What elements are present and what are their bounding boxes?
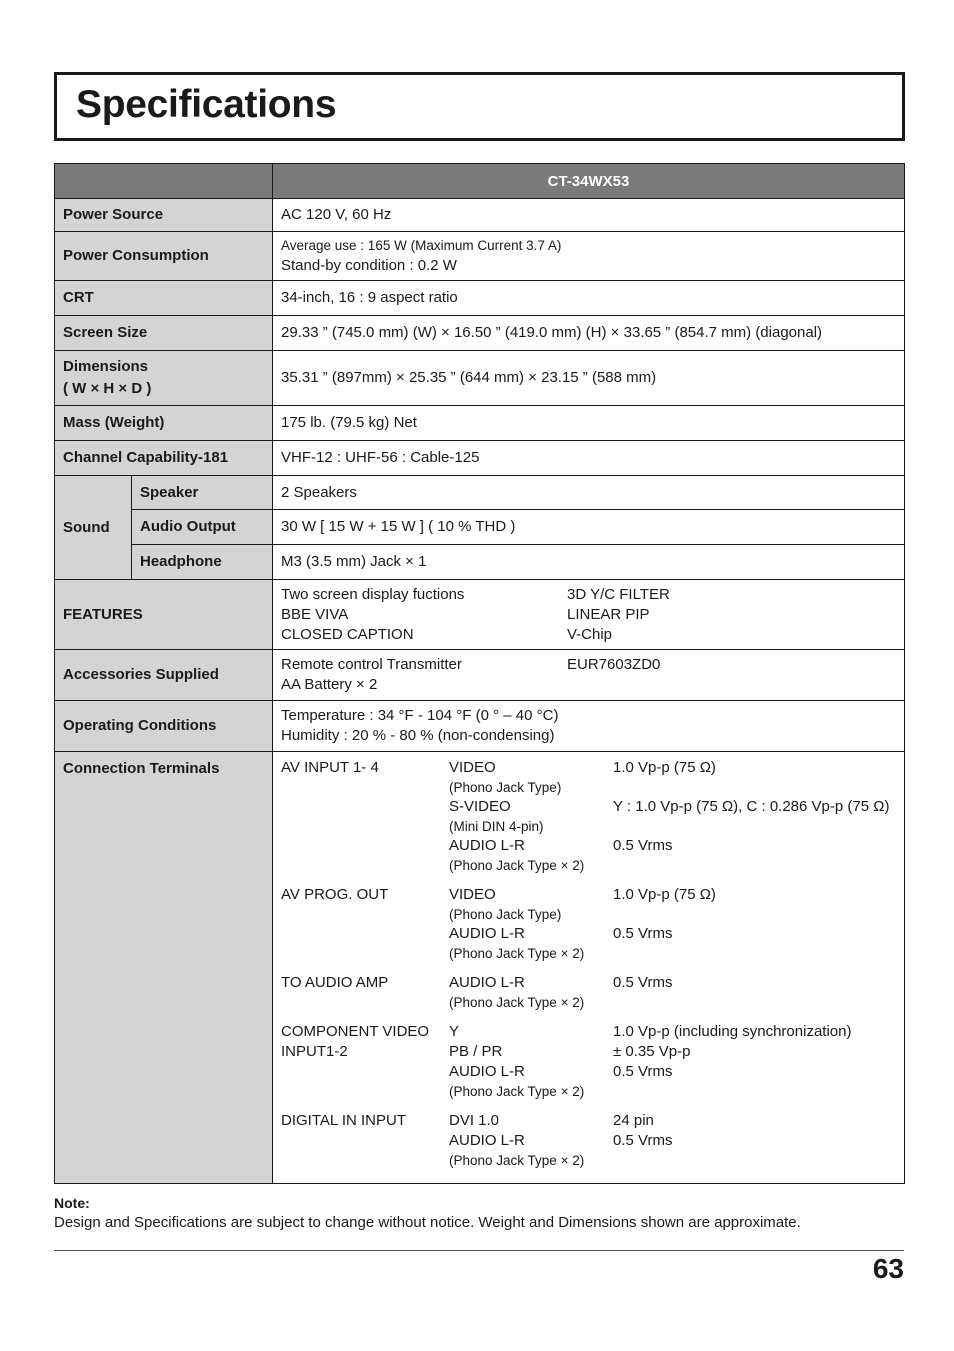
label-screen-size: Screen Size bbox=[55, 316, 273, 351]
feature-item: 3D Y/C FILTER bbox=[567, 585, 670, 603]
terminal-type-cell bbox=[449, 924, 613, 963]
terminal-group-name bbox=[281, 885, 449, 963]
terminal-type: VIDEO bbox=[449, 759, 496, 776]
terminal-connector-type: (Phono Jack Type × 2) bbox=[449, 858, 585, 873]
row-connection-terminals bbox=[55, 752, 905, 1184]
row-headphone bbox=[55, 545, 905, 580]
features-right-list bbox=[567, 585, 670, 645]
value-dimensions: 35.31 ” (897mm) × 25.35 ” (644 mm) × 23.15 ” (588 mm) bbox=[273, 351, 905, 406]
operating-temperature: Temperature : 34 °F - 104 °F (0 ° – 40 °C) bbox=[281, 707, 559, 724]
terminal-type-cell bbox=[449, 1022, 613, 1042]
terminal-connector-type: (Phono Jack Type) bbox=[449, 907, 562, 922]
terminal-group bbox=[281, 1022, 904, 1101]
terminal-type-cell bbox=[449, 1042, 613, 1062]
value-operating-conditions bbox=[273, 701, 905, 752]
terminal-type-cell bbox=[449, 1062, 613, 1101]
value-channel: VHF-12 : UHF-56 : Cable-125 bbox=[273, 441, 905, 476]
terminal-type: AUDIO L-R bbox=[449, 925, 525, 942]
label-sound: Sound bbox=[55, 476, 132, 580]
row-mass bbox=[55, 406, 905, 441]
terminal-type: S-VIDEO bbox=[449, 798, 511, 815]
label-channel: Channel Capability-181 bbox=[55, 441, 273, 476]
accessory-item: EUR7603ZD0 bbox=[567, 656, 661, 673]
label-power-consumption: Power Consumption bbox=[55, 232, 273, 281]
feature-item: CLOSED CAPTION bbox=[281, 625, 414, 643]
feature-item: V-Chip bbox=[567, 625, 613, 643]
value-accessories bbox=[273, 650, 905, 701]
terminal-type-cell bbox=[449, 1131, 613, 1170]
operating-humidity: Humidity : 20 % - 80 % (non-condensing) bbox=[281, 727, 555, 744]
terminal-connector-type: (Phono Jack Type × 2) bbox=[449, 1153, 585, 1168]
terminal-spec: Y : 1.0 Vp-p (75 Ω), C : 0.286 Vp-p (75 Ω) bbox=[613, 798, 890, 815]
value-power-consumption bbox=[273, 232, 905, 281]
page-title: Specifications bbox=[76, 83, 337, 126]
value-connection-terminals bbox=[273, 752, 905, 1184]
label-headphone: Headphone bbox=[132, 545, 273, 580]
value-screen-size: 29.33 ” (745.0 mm) (W) × 16.50 ” (419.0 mm) (H) × 33.65 ” (854.7 mm) (diagonal) bbox=[273, 316, 905, 351]
terminal-row bbox=[449, 885, 904, 924]
terminal-spec: 1.0 Vp-p (75 Ω) bbox=[613, 759, 716, 776]
page-number: 63 bbox=[872, 1253, 904, 1284]
terminal-row bbox=[449, 1131, 904, 1170]
terminal-type: AUDIO L-R bbox=[449, 1063, 525, 1080]
feature-item: BBE VIVA bbox=[281, 605, 349, 623]
terminal-rows bbox=[449, 1022, 904, 1101]
header-row bbox=[55, 164, 905, 199]
accessory-item: Remote control Transmitter bbox=[281, 656, 462, 673]
terminal-type-cell bbox=[449, 836, 613, 875]
label-dimensions-line1: Dimensions bbox=[63, 358, 149, 375]
terminal-name-line: DIGITAL IN INPUT bbox=[281, 1112, 407, 1129]
terminal-spec: 24 pin bbox=[613, 1112, 654, 1129]
terminal-group-name bbox=[281, 1111, 449, 1170]
title-box bbox=[54, 72, 905, 141]
row-crt bbox=[55, 281, 905, 316]
terminal-spec: 0.5 Vrms bbox=[613, 1132, 673, 1149]
connection-groups bbox=[281, 752, 904, 1178]
terminal-rows bbox=[449, 973, 904, 1012]
terminal-row bbox=[449, 1062, 904, 1101]
model-name: CT-34WX53 bbox=[273, 164, 905, 199]
label-mass: Mass (Weight) bbox=[55, 406, 273, 441]
terminal-row bbox=[449, 758, 904, 797]
terminal-name-line: TO AUDIO AMP bbox=[281, 974, 389, 991]
terminal-rows bbox=[449, 885, 904, 963]
value-crt: 34-inch, 16 : 9 aspect ratio bbox=[273, 281, 905, 316]
label-operating-conditions: Operating Conditions bbox=[55, 701, 273, 752]
row-accessories bbox=[55, 650, 905, 701]
features-left-list bbox=[281, 585, 567, 645]
terminal-spec: 1.0 Vp-p (75 Ω) bbox=[613, 886, 716, 903]
label-accessories: Accessories Supplied bbox=[55, 650, 273, 701]
terminal-type-cell bbox=[449, 885, 613, 924]
terminal-type: PB / PR bbox=[449, 1043, 503, 1060]
note-heading: Note: bbox=[54, 1195, 90, 1211]
specifications-table bbox=[54, 163, 905, 1184]
terminal-rows bbox=[449, 758, 904, 875]
terminal-group-name bbox=[281, 973, 449, 1012]
row-power-consumption bbox=[55, 232, 905, 281]
terminal-type: AUDIO L-R bbox=[449, 1132, 525, 1149]
label-connection-terminals: Connection Terminals bbox=[55, 752, 273, 1184]
terminal-type-cell bbox=[449, 973, 613, 1012]
value-audio-output: 30 W [ 15 W + 15 W ] ( 10 % THD ) bbox=[273, 510, 905, 545]
value-power-source: AC 120 V, 60 Hz bbox=[273, 199, 905, 232]
terminal-type-cell bbox=[449, 797, 613, 836]
terminal-name-line: AV PROG. OUT bbox=[281, 886, 389, 903]
header-blank-cell bbox=[55, 164, 273, 199]
label-power-source: Power Source bbox=[55, 199, 273, 232]
label-crt: CRT bbox=[55, 281, 273, 316]
terminal-row bbox=[449, 973, 904, 1012]
terminal-row bbox=[449, 1042, 904, 1062]
terminal-spec: ± 0.35 Vp-p bbox=[613, 1043, 691, 1060]
row-speaker bbox=[55, 476, 905, 510]
terminal-type-cell bbox=[449, 758, 613, 797]
label-audio-output: Audio Output bbox=[132, 510, 273, 545]
terminal-connector-type: (Phono Jack Type) bbox=[449, 780, 562, 795]
value-headphone: M3 (3.5 mm) Jack × 1 bbox=[273, 545, 905, 580]
terminal-row bbox=[449, 1022, 904, 1042]
terminal-type: AUDIO L-R bbox=[449, 837, 525, 854]
terminal-connector-type: (Phono Jack Type × 2) bbox=[449, 946, 585, 961]
feature-item: LINEAR PIP bbox=[567, 605, 650, 623]
terminal-group bbox=[281, 758, 904, 875]
terminal-spec: 0.5 Vrms bbox=[613, 837, 673, 854]
row-operating-conditions bbox=[55, 701, 905, 752]
terminal-group-name bbox=[281, 758, 449, 875]
terminal-connector-type: (Phono Jack Type × 2) bbox=[449, 1084, 585, 1099]
label-speaker: Speaker bbox=[132, 476, 273, 510]
terminal-group bbox=[281, 1111, 904, 1170]
terminal-type: AUDIO L-R bbox=[449, 974, 525, 991]
power-standby: Stand-by condition : 0.2 W bbox=[281, 257, 457, 274]
row-screen-size bbox=[55, 316, 905, 351]
terminal-name-line: INPUT1-2 bbox=[281, 1043, 348, 1060]
value-features bbox=[273, 580, 905, 650]
feature-item: Two screen display fuctions bbox=[281, 585, 465, 603]
footer-divider bbox=[54, 1250, 904, 1251]
terminal-row bbox=[449, 797, 904, 836]
terminal-type: Y bbox=[449, 1023, 460, 1040]
row-audio-output bbox=[55, 510, 905, 545]
terminal-type: DVI 1.0 bbox=[449, 1112, 500, 1129]
terminal-spec: 1.0 Vp-p (including synchronization) bbox=[613, 1023, 852, 1040]
terminal-name-line: AV INPUT 1- 4 bbox=[281, 759, 379, 776]
terminal-type: VIDEO bbox=[449, 886, 496, 903]
accessories-left-list bbox=[281, 655, 567, 695]
terminal-connector-type: (Mini DIN 4-pin) bbox=[449, 819, 544, 834]
value-mass: 175 lb. (79.5 kg) Net bbox=[273, 406, 905, 441]
power-average-use: Average use : 165 W (Maximum Current 3.7 A) bbox=[281, 238, 562, 253]
terminal-spec: 0.5 Vrms bbox=[613, 974, 673, 991]
accessory-item: AA Battery × 2 bbox=[281, 676, 378, 693]
terminal-type-cell bbox=[449, 1111, 613, 1131]
terminal-row bbox=[449, 924, 904, 963]
terminal-row bbox=[449, 1111, 904, 1131]
label-dimensions bbox=[55, 351, 273, 406]
label-features: FEATURES bbox=[55, 580, 273, 650]
row-power-source bbox=[55, 199, 905, 232]
terminal-rows bbox=[449, 1111, 904, 1170]
terminal-connector-type: (Phono Jack Type × 2) bbox=[449, 995, 585, 1010]
terminal-name-line: COMPONENT VIDEO bbox=[281, 1023, 430, 1040]
terminal-group bbox=[281, 973, 904, 1012]
value-speaker: 2 Speakers bbox=[273, 476, 905, 510]
terminal-row bbox=[449, 836, 904, 875]
terminal-spec: 0.5 Vrms bbox=[613, 1063, 673, 1080]
row-dimensions bbox=[55, 351, 905, 406]
accessories-right-list bbox=[567, 655, 660, 695]
terminal-spec: 0.5 Vrms bbox=[613, 925, 673, 942]
terminal-group-name bbox=[281, 1022, 449, 1101]
note-text: Design and Specifications are subject to change without notice. Weight and Dimensions shown are approximate. bbox=[54, 1214, 801, 1231]
row-channel bbox=[55, 441, 905, 476]
row-features bbox=[55, 580, 905, 650]
label-dimensions-line2: ( W × H × D ) bbox=[63, 380, 152, 397]
terminal-group bbox=[281, 885, 904, 963]
